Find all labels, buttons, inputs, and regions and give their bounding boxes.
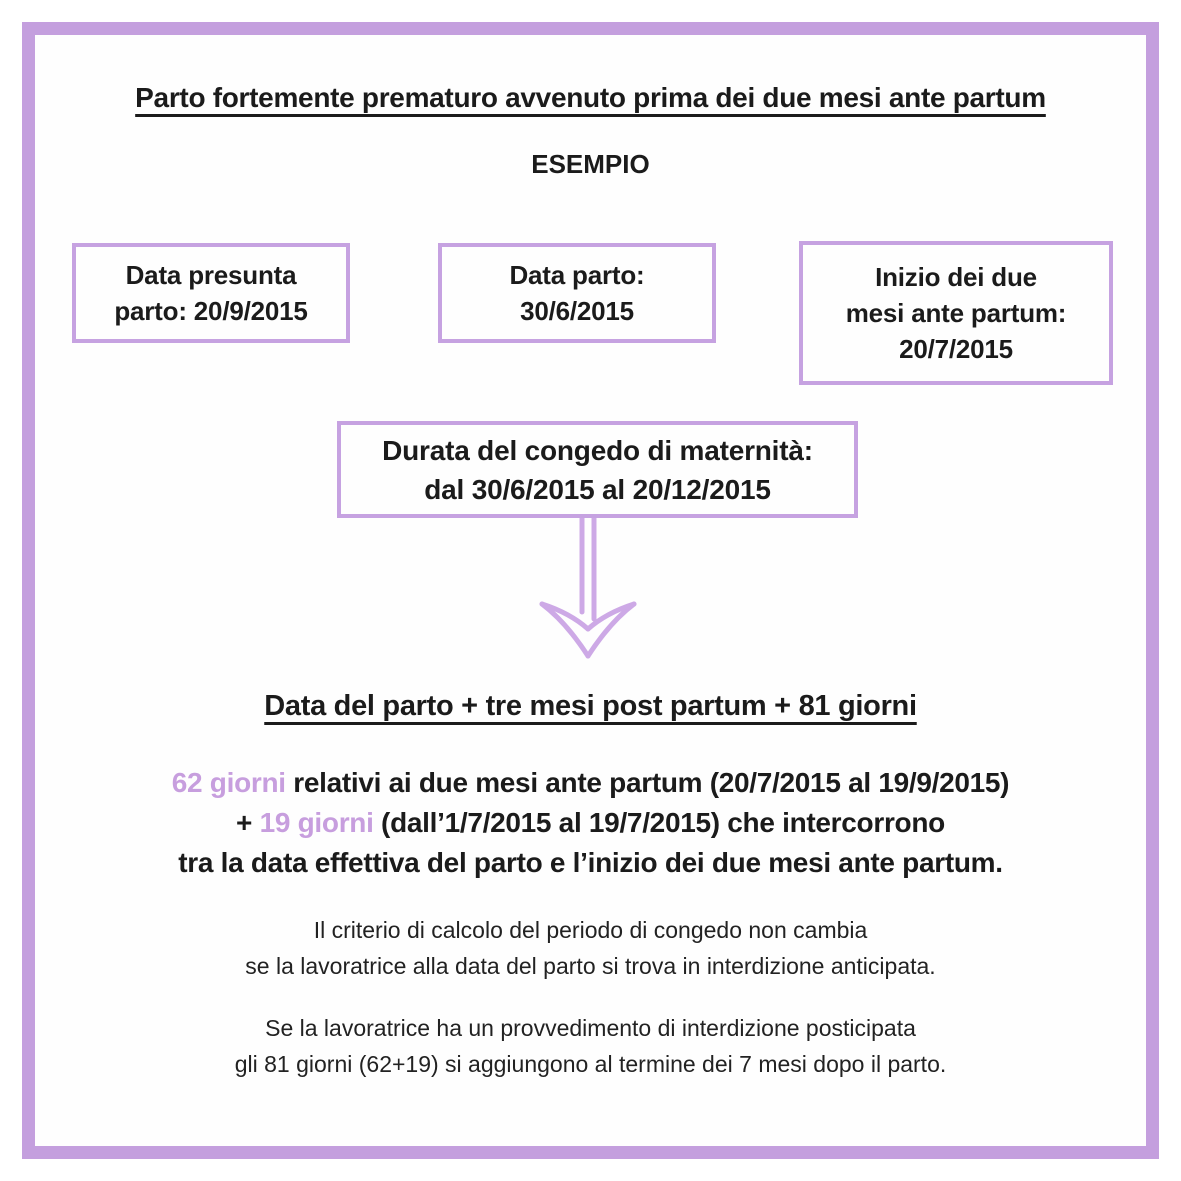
box-line: Data parto: xyxy=(509,260,645,290)
note-interdizione-anticipata xyxy=(60,912,1121,984)
box-line: mesi ante partum: xyxy=(845,298,1067,328)
box-line: Data presunta xyxy=(125,260,297,290)
note-interdizione-posticipata xyxy=(60,1010,1121,1082)
calculation-line-1 xyxy=(30,763,1151,803)
box-line: Inizio dei due xyxy=(875,262,1037,292)
plus-sign: + xyxy=(236,807,260,838)
box-durata-congedo xyxy=(337,421,858,518)
note-line: Se la lavoratrice ha un provvedimento di interdizione posticipata xyxy=(265,1015,916,1041)
example-label: ESEMPIO xyxy=(531,149,650,179)
calculation-line-2 xyxy=(30,803,1151,843)
formula-heading: Data del parto + tre mesi post partum + 81 giorni xyxy=(264,690,917,722)
box-line: dal 30/6/2015 al 20/12/2015 xyxy=(424,473,771,505)
days-19-highlight: 19 giorni xyxy=(259,807,374,838)
calculation-line-1-rest: relativi ai due mesi ante partum (20/7/2015 al 19/9/2015) xyxy=(285,767,1010,798)
box-line: Durata del congedo di maternità: xyxy=(382,434,813,466)
note-line: Il criterio di calcolo del periodo di congedo non cambia xyxy=(313,917,868,943)
box-line: parto: 20/9/2015 xyxy=(114,296,308,326)
down-arrow-icon xyxy=(526,518,650,660)
box-line: 30/6/2015 xyxy=(520,296,634,326)
days-62-highlight: 62 giorni xyxy=(171,767,286,798)
box-data-presunta-parto xyxy=(72,243,350,343)
box-data-parto xyxy=(438,243,716,343)
box-line: 20/7/2015 xyxy=(899,334,1013,364)
calculation-line-2-rest: (dall’1/7/2015 al 19/7/2015) che intercorrono xyxy=(373,807,945,838)
page-title: Parto fortemente prematuro avvenuto prima dei due mesi ante partum xyxy=(135,82,1046,113)
calculation-paragraph xyxy=(30,763,1151,883)
note-line: se la lavoratrice alla data del parto si trova in interdizione anticipata. xyxy=(245,953,936,979)
note-line: gli 81 giorni (62+19) si aggiungono al termine dei 7 mesi dopo il parto. xyxy=(234,1051,947,1077)
box-inizio-due-mesi xyxy=(799,241,1113,385)
calculation-line-3: tra la data effettiva del parto e l’inizio dei due mesi ante partum. xyxy=(178,847,1003,878)
